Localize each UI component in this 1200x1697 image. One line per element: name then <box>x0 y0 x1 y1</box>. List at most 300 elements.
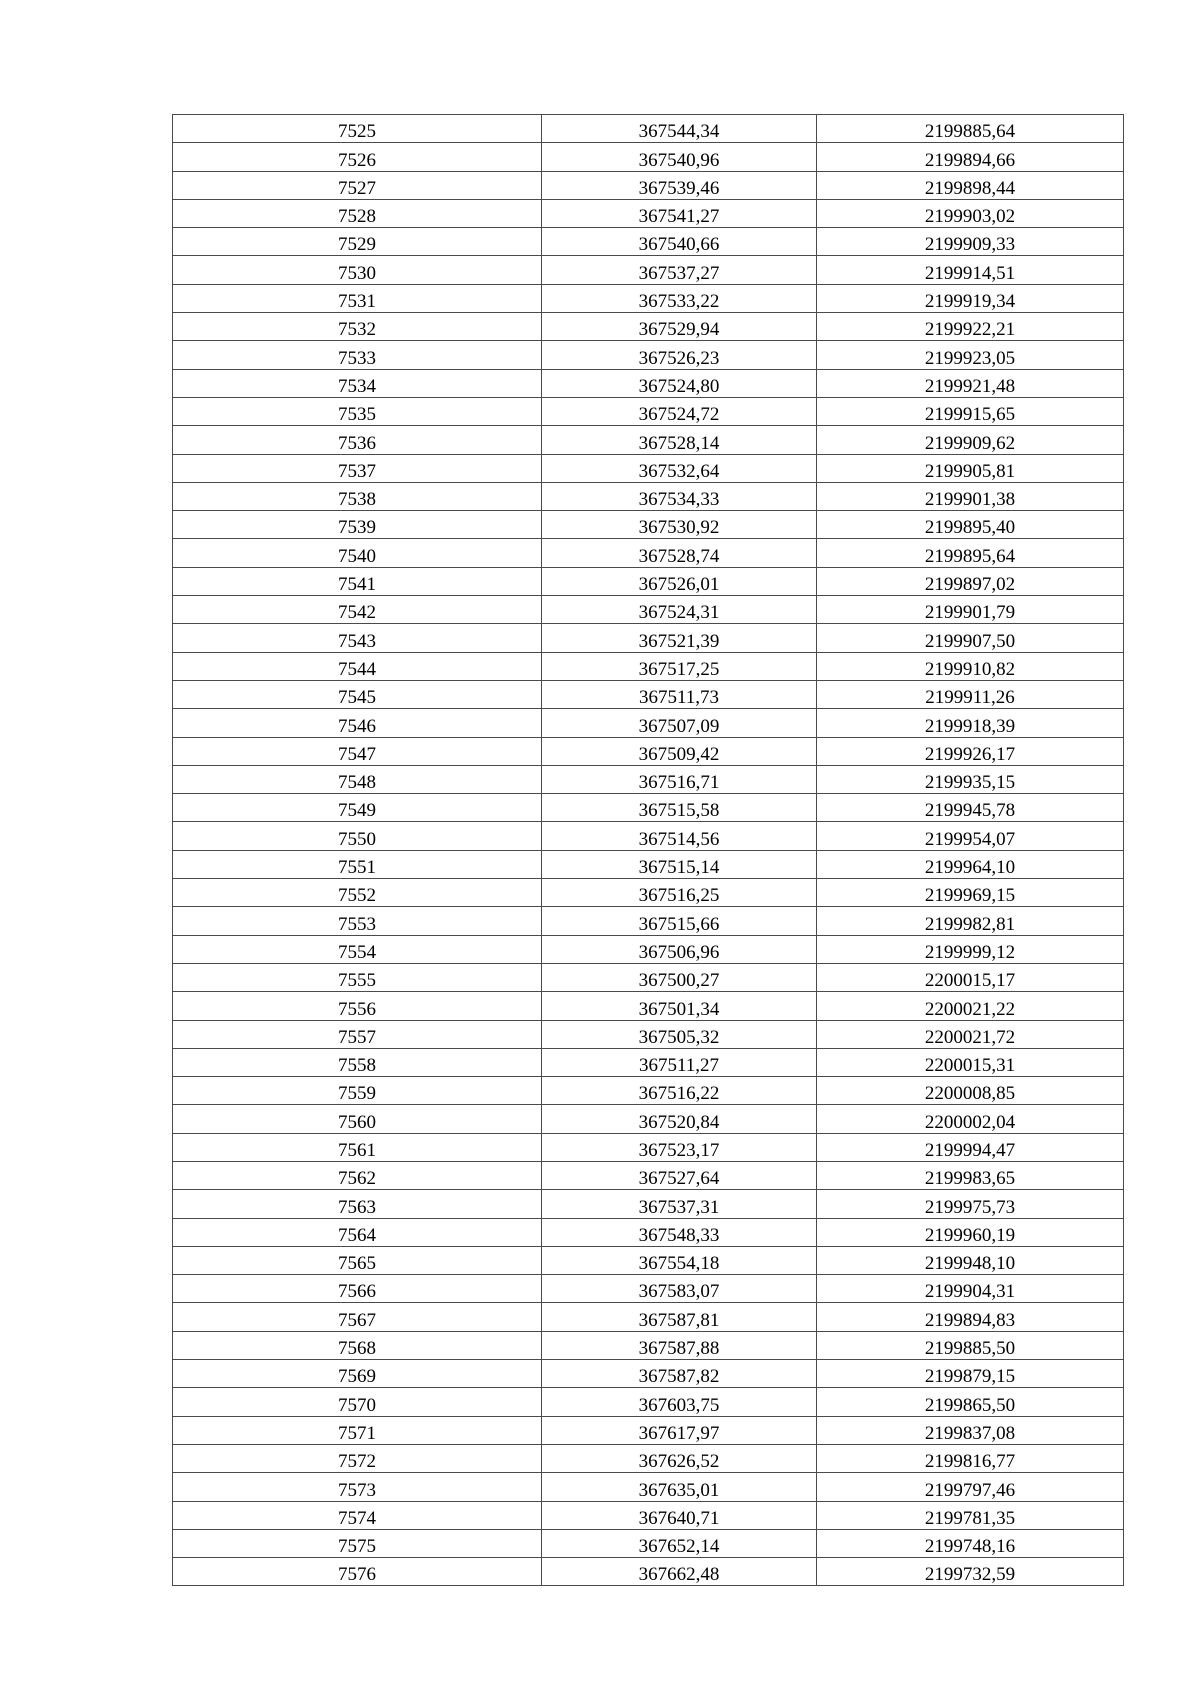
cell-text: 2199909,62 <box>924 432 1016 454</box>
point-number-cell <box>173 313 542 341</box>
cell-text: 367523,17 <box>638 1139 720 1161</box>
cell-text: 367505,32 <box>638 1026 720 1048</box>
y-coordinate-cell <box>817 256 1124 284</box>
table-row <box>173 992 1124 1020</box>
cell-text: 7568 <box>338 1338 376 1360</box>
table-row <box>173 765 1124 793</box>
y-coordinate-cell <box>817 426 1124 454</box>
table-row <box>173 341 1124 369</box>
cell-text: 7528 <box>338 206 376 228</box>
cell-text: 2199935,15 <box>924 772 1016 794</box>
y-coordinate-cell <box>817 1161 1124 1189</box>
x-coordinate-cell <box>542 1303 817 1331</box>
table-row <box>173 1275 1124 1303</box>
y-coordinate-cell <box>817 369 1124 397</box>
cell-text: 2199894,66 <box>924 149 1016 171</box>
cell-text: 2200021,72 <box>924 1026 1016 1048</box>
point-number-cell <box>173 737 542 765</box>
table-row <box>173 963 1124 991</box>
table-row <box>173 1020 1124 1048</box>
cell-text: 2199894,83 <box>924 1309 1016 1331</box>
x-coordinate-cell <box>542 1246 817 1274</box>
y-coordinate-cell <box>817 199 1124 227</box>
y-coordinate-cell <box>817 143 1124 171</box>
cell-text: 367652,14 <box>638 1536 720 1558</box>
table-row <box>173 256 1124 284</box>
y-coordinate-cell <box>817 1331 1124 1359</box>
cell-text: 367530,92 <box>638 517 720 539</box>
cell-text: 367583,07 <box>638 1281 720 1303</box>
cell-text: 367587,88 <box>638 1338 720 1360</box>
point-number-cell <box>173 822 542 850</box>
table-row <box>173 822 1124 850</box>
table-row <box>173 737 1124 765</box>
y-coordinate-cell <box>817 567 1124 595</box>
x-coordinate-cell <box>542 199 817 227</box>
table-row <box>173 1048 1124 1076</box>
table-row <box>173 1529 1124 1557</box>
table-row <box>173 1558 1124 1586</box>
table-row <box>173 680 1124 708</box>
cell-text: 367527,64 <box>638 1168 720 1190</box>
x-coordinate-cell <box>542 171 817 199</box>
cell-text: 7556 <box>338 998 376 1020</box>
table-row <box>173 596 1124 624</box>
point-number-cell <box>173 850 542 878</box>
cell-text: 7555 <box>338 970 376 992</box>
cell-text: 7548 <box>338 772 376 794</box>
cell-text: 367524,80 <box>638 375 720 397</box>
x-coordinate-cell <box>542 426 817 454</box>
cell-text: 2199901,38 <box>924 489 1016 511</box>
point-number-cell <box>173 624 542 652</box>
y-coordinate-cell <box>817 1275 1124 1303</box>
point-number-cell <box>173 256 542 284</box>
x-coordinate-cell <box>542 1105 817 1133</box>
x-coordinate-cell <box>542 1473 817 1501</box>
y-coordinate-cell <box>817 737 1124 765</box>
cell-text: 367515,58 <box>638 800 720 822</box>
cell-text: 367635,01 <box>638 1479 720 1501</box>
point-number-cell <box>173 907 542 935</box>
cell-text: 7567 <box>338 1309 376 1331</box>
point-number-cell <box>173 1133 542 1161</box>
y-coordinate-cell <box>817 963 1124 991</box>
cell-text: 2199921,48 <box>924 375 1016 397</box>
cell-text: 7573 <box>338 1479 376 1501</box>
point-number-cell <box>173 397 542 425</box>
cell-text: 367514,56 <box>638 828 720 850</box>
cell-text: 7541 <box>338 574 376 596</box>
point-number-cell <box>173 369 542 397</box>
cell-text: 7529 <box>338 234 376 256</box>
table-row <box>173 426 1124 454</box>
cell-text: 367626,52 <box>638 1451 720 1473</box>
point-number-cell <box>173 992 542 1020</box>
cell-text: 7543 <box>338 630 376 652</box>
point-number-cell <box>173 1501 542 1529</box>
cell-text: 367540,96 <box>638 149 720 171</box>
cell-text: 2199954,07 <box>924 828 1016 850</box>
y-coordinate-cell <box>817 680 1124 708</box>
table-row <box>173 199 1124 227</box>
y-coordinate-cell <box>817 397 1124 425</box>
table-row <box>173 1161 1124 1189</box>
y-coordinate-cell <box>817 511 1124 539</box>
cell-text: 2200015,17 <box>924 970 1016 992</box>
cell-text: 367640,71 <box>638 1507 720 1529</box>
cell-text: 367509,42 <box>638 743 720 765</box>
cell-text: 2199885,64 <box>924 121 1016 143</box>
cell-text: 2199918,39 <box>924 715 1016 737</box>
cell-text: 367533,22 <box>638 291 720 313</box>
x-coordinate-cell <box>542 1558 817 1586</box>
x-coordinate-cell <box>542 737 817 765</box>
cell-text: 7545 <box>338 687 376 709</box>
x-coordinate-cell <box>542 1360 817 1388</box>
table-row <box>173 1360 1124 1388</box>
x-coordinate-cell <box>542 1020 817 1048</box>
point-number-cell <box>173 1077 542 1105</box>
x-coordinate-cell <box>542 794 817 822</box>
cell-text: 2199994,47 <box>924 1139 1016 1161</box>
cell-text: 2199748,16 <box>924 1536 1016 1558</box>
point-number-cell <box>173 709 542 737</box>
cell-text: 7542 <box>338 602 376 624</box>
x-coordinate-cell <box>542 1444 817 1472</box>
y-coordinate-cell <box>817 1473 1124 1501</box>
cell-text: 367554,18 <box>638 1253 720 1275</box>
x-coordinate-cell <box>542 539 817 567</box>
x-coordinate-cell <box>542 1218 817 1246</box>
table-row <box>173 171 1124 199</box>
cell-text: 7569 <box>338 1366 376 1388</box>
cell-text: 367516,25 <box>638 885 720 907</box>
cell-text: 7538 <box>338 489 376 511</box>
table-row <box>173 1331 1124 1359</box>
cell-text: 367537,31 <box>638 1196 720 1218</box>
cell-text: 2199837,08 <box>924 1422 1016 1444</box>
x-coordinate-cell <box>542 596 817 624</box>
point-number-cell <box>173 199 542 227</box>
cell-text: 2199910,82 <box>924 658 1016 680</box>
x-coordinate-cell <box>542 1077 817 1105</box>
y-coordinate-cell <box>817 1529 1124 1557</box>
x-coordinate-cell <box>542 1416 817 1444</box>
cell-text: 2199797,46 <box>924 1479 1016 1501</box>
y-coordinate-cell <box>817 624 1124 652</box>
x-coordinate-cell <box>542 765 817 793</box>
y-coordinate-cell <box>817 341 1124 369</box>
table-row <box>173 143 1124 171</box>
cell-text: 7553 <box>338 913 376 935</box>
point-number-cell <box>173 1161 542 1189</box>
y-coordinate-cell <box>817 1218 1124 1246</box>
cell-text: 7549 <box>338 800 376 822</box>
cell-text: 7570 <box>338 1394 376 1416</box>
x-coordinate-cell <box>542 1190 817 1218</box>
point-number-cell <box>173 1388 542 1416</box>
cell-text: 367540,66 <box>638 234 720 256</box>
y-coordinate-cell <box>817 794 1124 822</box>
cell-text: 7540 <box>338 545 376 567</box>
table-row <box>173 1105 1124 1133</box>
y-coordinate-cell <box>817 1360 1124 1388</box>
point-number-cell <box>173 567 542 595</box>
table-row <box>173 652 1124 680</box>
y-coordinate-cell <box>817 1303 1124 1331</box>
cell-text: 2199914,51 <box>924 262 1016 284</box>
x-coordinate-cell <box>542 963 817 991</box>
point-number-cell <box>173 341 542 369</box>
point-number-cell <box>173 1275 542 1303</box>
point-number-cell <box>173 596 542 624</box>
cell-text: 2199922,21 <box>924 319 1016 341</box>
x-coordinate-cell <box>542 313 817 341</box>
cell-text: 7539 <box>338 517 376 539</box>
y-coordinate-cell <box>817 1190 1124 1218</box>
cell-text: 7536 <box>338 432 376 454</box>
x-coordinate-cell <box>542 115 817 143</box>
cell-text: 367662,48 <box>638 1564 720 1586</box>
point-number-cell <box>173 454 542 482</box>
table-row <box>173 1388 1124 1416</box>
table-row <box>173 1303 1124 1331</box>
point-number-cell <box>173 1360 542 1388</box>
cell-text: 2199919,34 <box>924 291 1016 313</box>
table-row <box>173 1190 1124 1218</box>
cell-text: 7566 <box>338 1281 376 1303</box>
cell-text: 367539,46 <box>638 177 720 199</box>
cell-text: 367529,94 <box>638 319 720 341</box>
cell-text: 2199897,02 <box>924 574 1016 596</box>
y-coordinate-cell <box>817 284 1124 312</box>
y-coordinate-cell <box>817 1246 1124 1274</box>
y-coordinate-cell <box>817 1020 1124 1048</box>
y-coordinate-cell <box>817 313 1124 341</box>
cell-text: 7551 <box>338 857 376 879</box>
point-number-cell <box>173 426 542 454</box>
x-coordinate-cell <box>542 935 817 963</box>
cell-text: 7558 <box>338 1055 376 1077</box>
y-coordinate-cell <box>817 1558 1124 1586</box>
table-row <box>173 115 1124 143</box>
cell-text: 367587,81 <box>638 1309 720 1331</box>
cell-text: 367526,01 <box>638 574 720 596</box>
x-coordinate-cell <box>542 454 817 482</box>
y-coordinate-cell <box>817 115 1124 143</box>
cell-text: 367520,84 <box>638 1111 720 1133</box>
cell-text: 7564 <box>338 1224 376 1246</box>
cell-text: 367528,14 <box>638 432 720 454</box>
cell-text: 2199865,50 <box>924 1394 1016 1416</box>
point-number-cell <box>173 228 542 256</box>
cell-text: 2200021,22 <box>924 998 1016 1020</box>
cell-text: 7530 <box>338 262 376 284</box>
x-coordinate-cell <box>542 1161 817 1189</box>
y-coordinate-cell <box>817 822 1124 850</box>
y-coordinate-cell <box>817 596 1124 624</box>
x-coordinate-cell <box>542 341 817 369</box>
cell-text: 2199895,64 <box>924 545 1016 567</box>
cell-text: 2199895,40 <box>924 517 1016 539</box>
cell-text: 2200008,85 <box>924 1083 1016 1105</box>
point-number-cell <box>173 794 542 822</box>
table-row <box>173 1077 1124 1105</box>
cell-text: 367537,27 <box>638 262 720 284</box>
cell-text: 367528,74 <box>638 545 720 567</box>
y-coordinate-cell <box>817 454 1124 482</box>
cell-text: 7525 <box>338 121 376 143</box>
cell-text: 2199907,50 <box>924 630 1016 652</box>
cell-text: 7563 <box>338 1196 376 1218</box>
cell-text: 367511,73 <box>638 687 720 709</box>
cell-text: 7533 <box>338 347 376 369</box>
cell-text: 367516,71 <box>638 772 720 794</box>
cell-text: 7574 <box>338 1507 376 1529</box>
point-number-cell <box>173 765 542 793</box>
cell-text: 367507,09 <box>638 715 720 737</box>
cell-text: 367617,97 <box>638 1422 720 1444</box>
cell-text: 367548,33 <box>638 1224 720 1246</box>
point-number-cell <box>173 879 542 907</box>
x-coordinate-cell <box>542 1048 817 1076</box>
cell-text: 7534 <box>338 375 376 397</box>
coordinates-table <box>172 114 1124 1586</box>
y-coordinate-cell <box>817 482 1124 510</box>
point-number-cell <box>173 171 542 199</box>
cell-text: 367544,34 <box>638 121 720 143</box>
cell-text: 367541,27 <box>638 206 720 228</box>
y-coordinate-cell <box>817 539 1124 567</box>
cell-text: 7560 <box>338 1111 376 1133</box>
y-coordinate-cell <box>817 228 1124 256</box>
cell-text: 7537 <box>338 460 376 482</box>
point-number-cell <box>173 1048 542 1076</box>
y-coordinate-cell <box>817 1444 1124 1472</box>
cell-text: 367526,23 <box>638 347 720 369</box>
point-number-cell <box>173 1218 542 1246</box>
cell-text: 7572 <box>338 1451 376 1473</box>
point-number-cell <box>173 1416 542 1444</box>
table-row <box>173 1501 1124 1529</box>
y-coordinate-cell <box>817 1501 1124 1529</box>
cell-text: 2199948,10 <box>924 1253 1016 1275</box>
cell-text: 2199816,77 <box>924 1451 1016 1473</box>
cell-text: 367587,82 <box>638 1366 720 1388</box>
cell-text: 2199975,73 <box>924 1196 1016 1218</box>
point-number-cell <box>173 284 542 312</box>
table-row <box>173 907 1124 935</box>
cell-text: 2199969,15 <box>924 885 1016 907</box>
cell-text: 7565 <box>338 1253 376 1275</box>
y-coordinate-cell <box>817 1077 1124 1105</box>
y-coordinate-cell <box>817 652 1124 680</box>
cell-text: 2200015,31 <box>924 1055 1016 1077</box>
cell-text: 7554 <box>338 941 376 963</box>
cell-text: 7547 <box>338 743 376 765</box>
cell-text: 2199903,02 <box>924 206 1016 228</box>
cell-text: 2199999,12 <box>924 941 1016 963</box>
point-number-cell <box>173 143 542 171</box>
cell-text: 367506,96 <box>638 941 720 963</box>
x-coordinate-cell <box>542 879 817 907</box>
x-coordinate-cell <box>542 1133 817 1161</box>
cell-text: 2199960,19 <box>924 1224 1016 1246</box>
table-row <box>173 539 1124 567</box>
y-coordinate-cell <box>817 765 1124 793</box>
point-number-cell <box>173 1529 542 1557</box>
x-coordinate-cell <box>542 680 817 708</box>
x-coordinate-cell <box>542 1275 817 1303</box>
cell-text: 2199983,65 <box>924 1168 1016 1190</box>
y-coordinate-cell <box>817 1388 1124 1416</box>
y-coordinate-cell <box>817 992 1124 1020</box>
cell-text: 367524,72 <box>638 404 720 426</box>
point-number-cell <box>173 539 542 567</box>
point-number-cell <box>173 1020 542 1048</box>
cell-text: 7526 <box>338 149 376 171</box>
x-coordinate-cell <box>542 1529 817 1557</box>
y-coordinate-cell <box>817 850 1124 878</box>
y-coordinate-cell <box>817 709 1124 737</box>
x-coordinate-cell <box>542 1388 817 1416</box>
cell-text: 367515,66 <box>638 913 720 935</box>
table-row <box>173 397 1124 425</box>
table-row <box>173 313 1124 341</box>
table-row <box>173 228 1124 256</box>
table-row <box>173 709 1124 737</box>
point-number-cell <box>173 963 542 991</box>
x-coordinate-cell <box>542 284 817 312</box>
cell-text: 2199923,05 <box>924 347 1016 369</box>
table-row <box>173 1246 1124 1274</box>
y-coordinate-cell <box>817 1133 1124 1161</box>
point-number-cell <box>173 652 542 680</box>
cell-text: 2199909,33 <box>924 234 1016 256</box>
cell-text: 2199926,17 <box>924 743 1016 765</box>
cell-text: 367603,75 <box>638 1394 720 1416</box>
point-number-cell <box>173 482 542 510</box>
table-row <box>173 1416 1124 1444</box>
point-number-cell <box>173 1473 542 1501</box>
point-number-cell <box>173 1303 542 1331</box>
cell-text: 367534,33 <box>638 489 720 511</box>
cell-text: 7559 <box>338 1083 376 1105</box>
point-number-cell <box>173 935 542 963</box>
table-row <box>173 567 1124 595</box>
cell-text: 7527 <box>338 177 376 199</box>
cell-text: 2199911,26 <box>925 687 1015 709</box>
cell-text: 367515,14 <box>638 857 720 879</box>
x-coordinate-cell <box>542 709 817 737</box>
cell-text: 7571 <box>338 1422 376 1444</box>
x-coordinate-cell <box>542 907 817 935</box>
point-number-cell <box>173 680 542 708</box>
cell-text: 367500,27 <box>638 970 720 992</box>
y-coordinate-cell <box>817 1105 1124 1133</box>
x-coordinate-cell <box>542 511 817 539</box>
table-row <box>173 850 1124 878</box>
cell-text: 367516,22 <box>638 1083 720 1105</box>
point-number-cell <box>173 115 542 143</box>
point-number-cell <box>173 511 542 539</box>
x-coordinate-cell <box>542 369 817 397</box>
cell-text: 7544 <box>338 658 376 680</box>
y-coordinate-cell <box>817 907 1124 935</box>
cell-text: 7532 <box>338 319 376 341</box>
x-coordinate-cell <box>542 822 817 850</box>
